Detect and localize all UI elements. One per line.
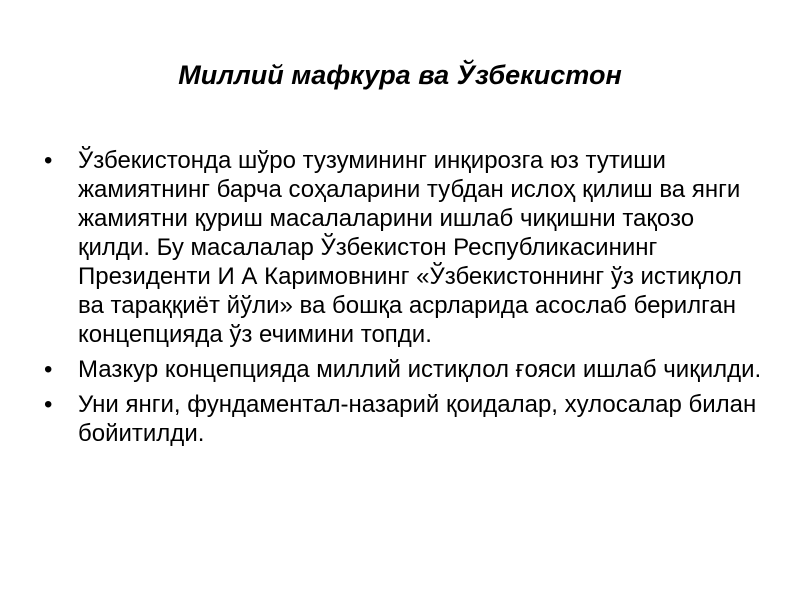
bullet-item-1 (44, 146, 764, 349)
bullet-text-3: Уни янги, фундаментал-назарий қоидалар, хулосалар билан бойитилди. (78, 391, 757, 447)
bullet-list (44, 146, 764, 454)
bullet-icon: • (44, 391, 53, 418)
bullet-text-1: Ўзбекистонда шўро тузумининг инқирозга юз тутиши жамиятнинг барча соҳаларини тубдан ислоҳ қилиш ва янги жамиятни қуриш масалаларини ишлаб чиқишни тақозо қилди. Бу масалалар Ўзбекистон Республикасининг Президенти И А Каримовнинг «Ўзбекистоннинг ўз истиқлол ва тараққиёт йўли» ва бошқа асрларида асослаб берилган концепцияда ўз ечимини топди. (78, 147, 742, 348)
bullet-text-2: Мазкур концепцияда миллий истиқлол ғояси ишлаб чиқилди. (78, 356, 762, 383)
bullet-item-3 (44, 390, 764, 448)
bullet-icon: • (44, 147, 53, 174)
slide-title: Миллий мафкура ва Ўзбекистон (178, 60, 622, 90)
bullet-item-2 (44, 355, 764, 384)
bullet-icon: • (44, 356, 53, 383)
